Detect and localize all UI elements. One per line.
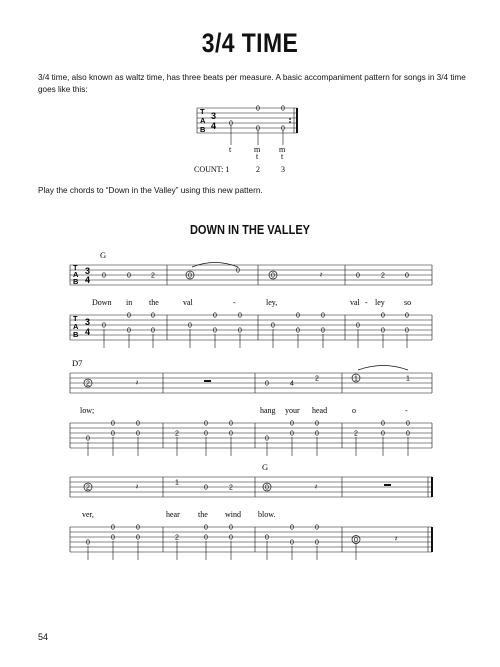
fret: 0 bbox=[290, 524, 294, 532]
fret: 0 bbox=[136, 524, 140, 532]
lyric: so bbox=[404, 298, 412, 307]
finger-m: m bbox=[254, 145, 261, 154]
lyric: ver, bbox=[82, 510, 94, 519]
fret: 0 bbox=[229, 534, 233, 542]
fret: 0 bbox=[204, 534, 208, 542]
fret: 0 bbox=[188, 322, 192, 330]
fret: 0 bbox=[381, 420, 385, 428]
fret: 0 bbox=[315, 430, 319, 438]
lyric: low; bbox=[80, 406, 95, 415]
lyric: the bbox=[198, 510, 208, 519]
song-system-3 bbox=[0, 462, 500, 562]
fret: 0 bbox=[151, 327, 155, 335]
fret: 0 bbox=[238, 312, 242, 320]
fret: 0 bbox=[265, 484, 269, 492]
fret: 0 bbox=[111, 524, 115, 532]
instruction-text: Play the chords to “Down in the Valley” using this new pattern. bbox=[38, 186, 263, 195]
count-3: 3 bbox=[281, 165, 285, 174]
pattern-example bbox=[0, 100, 500, 180]
fret: 0 bbox=[405, 327, 409, 335]
lyric: ley, bbox=[266, 298, 278, 307]
tab-letter-a: A bbox=[73, 322, 79, 331]
finger-m: m bbox=[279, 145, 286, 154]
lyric: hang bbox=[260, 406, 276, 415]
time-sig-bottom: 4 bbox=[85, 275, 91, 285]
fret: 0 bbox=[296, 312, 300, 320]
fret: 0 bbox=[204, 484, 208, 492]
chord-label: D7 bbox=[72, 358, 83, 368]
lyric: head bbox=[312, 406, 328, 415]
fret: 0 bbox=[102, 272, 106, 280]
whole-rest bbox=[204, 380, 211, 382]
time-sig-bottom: 4 bbox=[211, 121, 217, 131]
count-label: COUNT: 1 bbox=[194, 165, 230, 174]
fret: 0 bbox=[265, 380, 269, 388]
fret: 2 bbox=[381, 272, 385, 280]
tab-letter-b: B bbox=[73, 277, 79, 286]
fret: 0 bbox=[111, 534, 115, 542]
song-title: DOWN IN THE VALLEY bbox=[189, 222, 311, 237]
fret: 0 bbox=[229, 524, 233, 532]
tab-letter-t: T bbox=[200, 107, 205, 116]
lyric: the bbox=[149, 298, 159, 307]
lyric: val bbox=[183, 298, 193, 307]
fret: 0 bbox=[229, 430, 233, 438]
fret: 2 bbox=[175, 534, 179, 542]
fret: 0 bbox=[136, 430, 140, 438]
lyric: o bbox=[352, 406, 356, 415]
lyric: hear bbox=[166, 510, 180, 519]
fret: 1 bbox=[354, 375, 358, 383]
fret: 0 bbox=[381, 312, 385, 320]
fret: 1 bbox=[406, 375, 410, 383]
fret: 0 bbox=[265, 534, 269, 542]
fret: 0 bbox=[271, 322, 275, 330]
fret: 0 bbox=[204, 420, 208, 428]
fret: 0 bbox=[238, 327, 242, 335]
fret: 0 bbox=[296, 327, 300, 335]
lyric: ley bbox=[375, 298, 385, 307]
fret: 0 bbox=[321, 327, 325, 335]
fret: 0 bbox=[127, 327, 131, 335]
lyric: - bbox=[365, 298, 368, 307]
rest: 𝄽 bbox=[136, 380, 139, 387]
time-sig-top: 3 bbox=[211, 111, 217, 121]
fret: 0 bbox=[405, 272, 409, 280]
fret: 0 bbox=[321, 312, 325, 320]
rest: 𝄽 bbox=[395, 536, 398, 543]
fret: 0 bbox=[271, 272, 275, 280]
lyric: in bbox=[126, 298, 133, 307]
fret: 0 bbox=[290, 539, 294, 547]
rest: 𝄽 bbox=[320, 272, 323, 279]
lyric: - bbox=[233, 298, 236, 307]
fret: 0 bbox=[356, 322, 360, 330]
time-sig-bottom: 4 bbox=[85, 327, 91, 337]
fret: 0 bbox=[315, 539, 319, 547]
fret: 0 bbox=[213, 327, 217, 335]
fret: 0 bbox=[315, 420, 319, 428]
fret: 0 bbox=[406, 420, 410, 428]
lyric: val bbox=[350, 298, 360, 307]
fret: 0 bbox=[406, 430, 410, 438]
fret: 0 bbox=[236, 267, 240, 275]
fret: 2 bbox=[229, 484, 233, 492]
fret: 0 bbox=[86, 539, 90, 547]
fret: 0 bbox=[213, 312, 217, 320]
page-number: 54 bbox=[38, 632, 49, 642]
count-2: 2 bbox=[256, 165, 260, 174]
fret: 0 bbox=[136, 420, 140, 428]
whole-rest bbox=[384, 484, 391, 486]
fret: 0 bbox=[315, 524, 319, 532]
fret-0: 0 bbox=[256, 105, 260, 113]
fret: 0 bbox=[151, 312, 155, 320]
fret: 4 bbox=[290, 380, 294, 388]
tab-letter-a: A bbox=[200, 116, 206, 125]
rest: 𝄽 bbox=[315, 484, 318, 491]
song-system-1 bbox=[0, 250, 500, 350]
fret-0: 0 bbox=[256, 125, 260, 133]
fret: 0 bbox=[136, 534, 140, 542]
finger-t: t bbox=[229, 145, 232, 154]
fret: 0 bbox=[102, 322, 106, 330]
fret: 1 bbox=[175, 479, 179, 487]
fret-0: 0 bbox=[281, 105, 285, 113]
fret: 2 bbox=[86, 380, 90, 388]
fret: 2 bbox=[86, 484, 90, 492]
chord-label: G bbox=[262, 462, 269, 472]
lyric: wind bbox=[225, 510, 241, 519]
fret: 0 bbox=[354, 537, 358, 544]
fret: 2 bbox=[175, 430, 179, 438]
fret: 0 bbox=[265, 435, 269, 443]
fret: 0 bbox=[405, 312, 409, 320]
fret: 0 bbox=[127, 272, 131, 280]
fret: 2 bbox=[315, 375, 319, 383]
fret: 2 bbox=[354, 430, 358, 438]
time-sig-top: 3 bbox=[85, 317, 91, 327]
fret: 0 bbox=[188, 272, 192, 280]
fret: 0 bbox=[111, 420, 115, 428]
fret: 0 bbox=[290, 420, 294, 428]
fret: 0 bbox=[204, 430, 208, 438]
page-title: 3/4 TIME bbox=[201, 28, 299, 58]
tab-letter-b: B bbox=[200, 125, 206, 134]
lyric: blow. bbox=[258, 510, 276, 519]
fret: 0 bbox=[204, 524, 208, 532]
lyric: your bbox=[285, 406, 300, 415]
tab-letter-t: T bbox=[73, 314, 78, 323]
fret-0: 0 bbox=[229, 120, 233, 128]
fret: 0 bbox=[127, 312, 131, 320]
fret: 0 bbox=[111, 430, 115, 438]
chord-label: G bbox=[100, 250, 107, 260]
fret-0: 0 bbox=[281, 125, 285, 133]
fret: 2 bbox=[151, 272, 155, 280]
fret: 0 bbox=[86, 435, 90, 443]
fret: 0 bbox=[381, 430, 385, 438]
fret: 0 bbox=[381, 327, 385, 335]
finger-t-lower: t bbox=[256, 152, 259, 161]
fret: 0 bbox=[356, 272, 360, 280]
intro-paragraph: 3/4 time, also known as waltz time, has three beats per measure. A basic accompaniment pattern for songs in 3/4 time goes like this: bbox=[38, 73, 466, 94]
tab-letter-b: B bbox=[73, 330, 79, 339]
lyric: Down bbox=[92, 298, 112, 307]
fret: 0 bbox=[290, 430, 294, 438]
tab-letter-a: A bbox=[73, 270, 79, 279]
tab-letter-t: T bbox=[73, 263, 78, 272]
rest: 𝄽 bbox=[136, 484, 139, 491]
finger-t-lower: t bbox=[281, 152, 284, 161]
fret: 0 bbox=[229, 420, 233, 428]
time-sig-top: 3 bbox=[85, 266, 91, 276]
song-system-2 bbox=[0, 358, 500, 458]
lyric: - bbox=[405, 406, 408, 415]
